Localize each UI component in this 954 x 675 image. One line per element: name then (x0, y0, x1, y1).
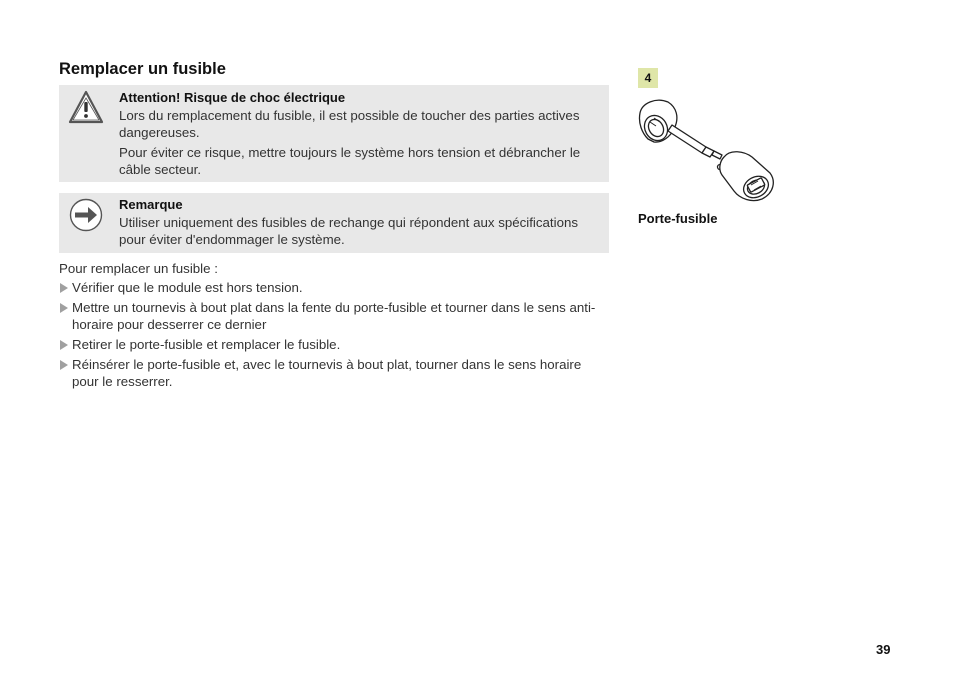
page-number: 39 (876, 642, 891, 657)
bullet-triangle-icon (60, 360, 68, 370)
step-text: Mettre un tournevis à bout plat dans la fente du porte-fusible et tourner dans le sens anti-horaire pour desserrer ce dernier (72, 300, 596, 332)
step-text: Vérifier que le module est hors tension. (72, 280, 303, 295)
procedure-steps (59, 279, 609, 393)
step-text: Réinsérer le porte-fusible et, avec le tournevis à bout plat, tourner dans le sens horaire pour le resserrer. (72, 357, 582, 389)
figure-number: 4 (638, 68, 658, 88)
bullet-triangle-icon (60, 283, 68, 293)
warning-box (59, 85, 609, 182)
warning-triangle-icon (68, 89, 104, 125)
bullet-triangle-icon (60, 340, 68, 350)
warning-paragraph: Lors du remplacement du fusible, il est possible de toucher des parties actives dangereuses. (119, 108, 580, 140)
arrow-right-circle-icon (68, 197, 104, 233)
note-title: Remarque (119, 197, 183, 212)
list-item (59, 299, 609, 333)
procedure-intro: Pour remplacer un fusible : (59, 261, 218, 276)
warning-content (119, 89, 601, 178)
list-item (59, 336, 609, 353)
note-box (59, 193, 609, 253)
bullet-triangle-icon (60, 303, 68, 313)
warning-paragraph: Pour éviter ce risque, mettre toujours le système hors tension et débrancher le câble secteur. (119, 145, 581, 177)
figure-caption: Porte-fusible (638, 211, 718, 226)
list-item (59, 279, 609, 296)
warning-title: Attention! Risque de choc électrique (119, 90, 346, 105)
list-item (59, 356, 609, 390)
note-content (119, 196, 601, 248)
step-text: Retirer le porte-fusible et remplacer le fusible. (72, 337, 341, 352)
section-title: Remplacer un fusible (59, 60, 226, 78)
fuse-holder-illustration (634, 95, 780, 205)
note-text: Utiliser uniquement des fusibles de rechange qui répondent aux spécifications pour éviter d'endommager le système. (119, 215, 579, 247)
